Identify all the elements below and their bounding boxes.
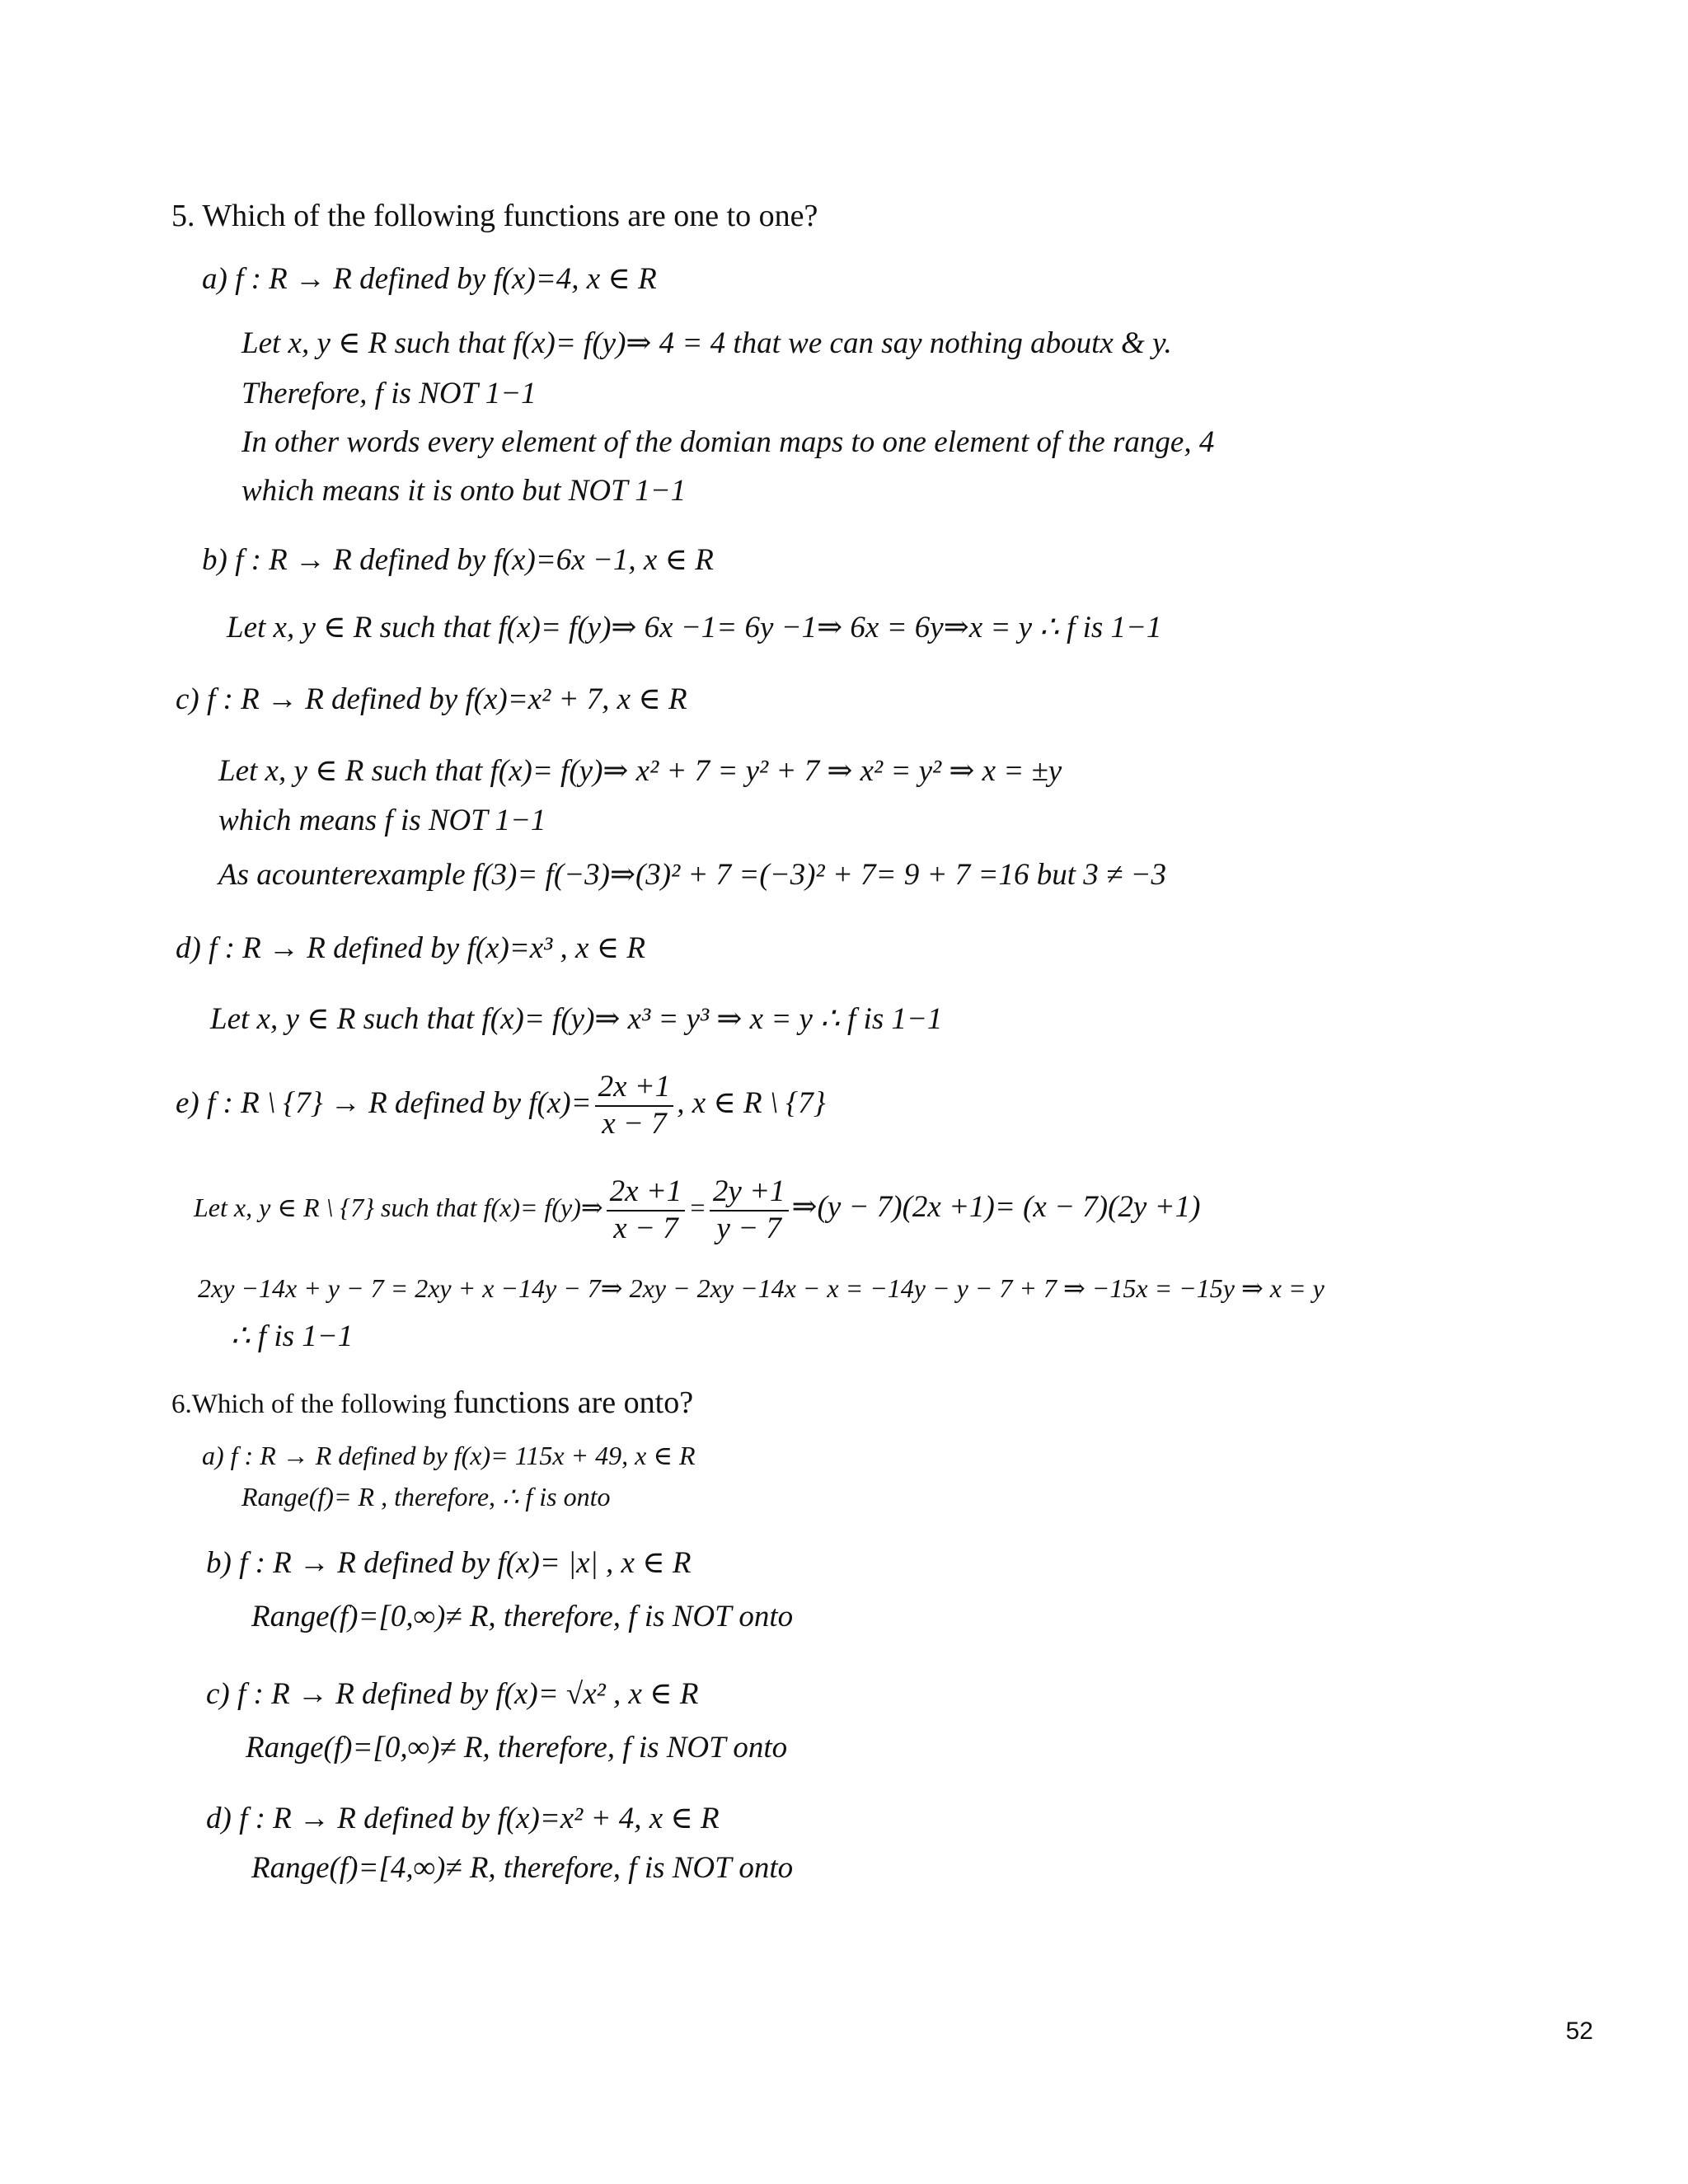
q6-heading-small: 6.Which of the following: [171, 1390, 453, 1419]
q5-a-line-4: which means it is onto but NOT 1−1: [241, 474, 687, 508]
q5-d-definition: d) f : R → R defined by f(x)=x³ , x ∈ R: [176, 931, 645, 965]
q5-c-line-2: which means f is NOT 1−1: [218, 804, 546, 837]
fraction-numerator: 2x +1: [607, 1174, 686, 1212]
q5-e-definition: [176, 1070, 826, 1141]
q5-e-l1-fraction-2: [710, 1174, 789, 1246]
q5-e-line-3: ∴ f is 1−1: [231, 1319, 354, 1353]
q6-d-definition: d) f : R → R defined by f(x)=x² + 4, x ∈ R: [206, 1802, 720, 1835]
q6-b-line-1: Range(f)=[0,∞)≠ R, therefore, f is NOT onto: [251, 1600, 794, 1633]
q5-e-def-suffix: , x ∈ R \ {7}: [677, 1086, 826, 1121]
q5-b-line-1: Let x, y ∈ R such that f(x)= f(y)⇒ 6x −1= 6y −1⇒ 6x = 6y⇒x = y ∴ f is 1−1: [227, 611, 1162, 644]
q6-c-line-1: Range(f)=[0,∞)≠ R, therefore, f is NOT onto: [246, 1731, 788, 1765]
fraction-denominator: y − 7: [716, 1211, 781, 1245]
q6-a-line-1: Range(f)= R , therefore, ∴ f is onto: [241, 1482, 611, 1511]
q5-c-definition: c) f : R → R defined by f(x)=x² + 7, x ∈ R: [176, 682, 687, 716]
question-5-heading: 5. Which of the following functions are one to one?: [171, 199, 818, 233]
q5-e-l1-fraction-1: [607, 1174, 686, 1246]
q6-heading-large: functions are onto?: [452, 1385, 694, 1420]
q5-e-def-prefix: e) f : R \ {7} → R defined by f(x)=: [176, 1086, 592, 1121]
q5-a-line-3: In other words every element of the domian maps to one element of the range, 4: [241, 425, 1215, 459]
q5-e-l1-prefix: Let x, y ∈ R \ {7} such that f(x)= f(y)⇒: [194, 1192, 603, 1222]
fraction-denominator: x − 7: [613, 1211, 678, 1245]
q6-b-definition: b) f : R → R defined by f(x)= |x| , x ∈ R: [206, 1546, 692, 1580]
q5-e-l1-equals: =: [688, 1192, 706, 1222]
q5-e-line-2: 2xy −14x + y − 7 = 2xy + x −14y − 7⇒ 2xy − 2xy −14x − x = −14y − y − 7 + 7 ⇒ −15x = −15y ⇒ x = y: [198, 1273, 1325, 1303]
q5-a-line-1: Let x, y ∈ R such that f(x)= f(y)⇒ 4 = 4 that we can say nothing aboutx & y.: [241, 326, 1172, 360]
q5-e-l1-suffix: ⇒(y − 7)(2x +1)= (x − 7)(2y +1): [791, 1189, 1201, 1224]
fraction-numerator: 2x +1: [595, 1070, 674, 1107]
q6-c-definition: c) f : R → R defined by f(x)= √x² , x ∈ R: [206, 1677, 699, 1711]
question-6-heading: [171, 1387, 693, 1418]
q5-c-line-1: Let x, y ∈ R such that f(x)= f(y)⇒ x² + 7 = y² + 7 ⇒ x² = y² ⇒ x = ±y: [218, 754, 1062, 788]
q5-a-definition: a) f : R → R defined by f(x)=4, x ∈ R: [202, 262, 657, 296]
q5-a-line-2: Therefore, f is NOT 1−1: [241, 377, 537, 410]
q5-e-line-1: [194, 1174, 1200, 1246]
q6-d-line-1: Range(f)=[4,∞)≠ R, therefore, f is NOT onto: [251, 1851, 794, 1885]
q5-e-def-fraction: [595, 1070, 674, 1141]
q5-c-line-3: As acounterexample f(3)= f(−3)⇒(3)² + 7 =(−3)² + 7= 9 + 7 =16 but 3 ≠ −3: [218, 858, 1166, 892]
q6-a-definition: a) f : R → R defined by f(x)= 115x + 49, x ∈ R: [202, 1441, 696, 1470]
page-number: 52: [1565, 2018, 1593, 2045]
fraction-numerator: 2y +1: [710, 1174, 789, 1212]
fraction-denominator: x − 7: [602, 1106, 667, 1141]
q5-d-line-1: Let x, y ∈ R such that f(x)= f(y)⇒ x³ = y³ ⇒ x = y ∴ f is 1−1: [210, 1002, 943, 1036]
q5-b-definition: b) f : R → R defined by f(x)=6x −1, x ∈ R: [202, 543, 714, 577]
